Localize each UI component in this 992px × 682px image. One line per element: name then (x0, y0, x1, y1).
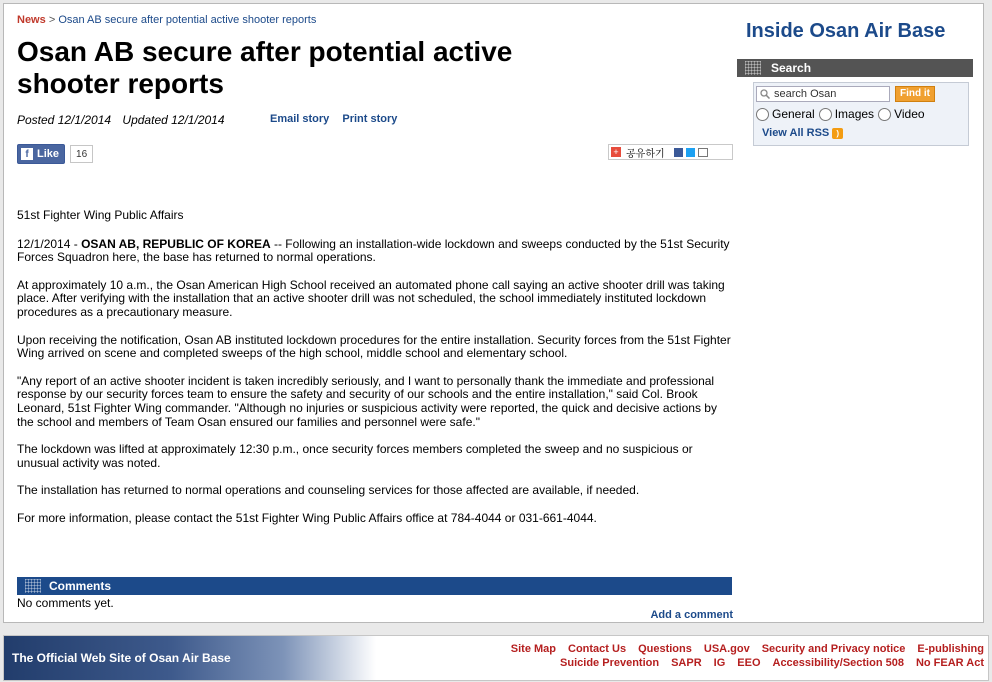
updated-date: Updated 12/1/2014 (122, 113, 225, 127)
breadcrumb-current[interactable]: Osan AB secure after potential active shooter reports (58, 14, 317, 26)
share-widget[interactable] (608, 144, 733, 160)
email-share-icon[interactable] (698, 148, 708, 157)
article-title: Osan AB secure after potential active shooter reports (17, 36, 513, 99)
radio-images[interactable] (819, 107, 874, 121)
footer-link[interactable]: Site Map (510, 643, 557, 655)
footer-links-row (499, 642, 984, 656)
article-paragraph: The installation has returned to normal operations and counseling services for those affected are available, if needed. (17, 483, 640, 498)
article-body (17, 209, 733, 540)
article-paragraph: "Any report of an active shooter incident is taken incredibly seriously, and I want to personally thank the immediate and professional response by our security forces team to ensure the safety and security of our schools and the entire installation," said Col. Brook Leonard, 51st Fighter Wing commander. "Although no injuries or suspicious activity were reported, the quick and decisive actions by the school and members of Team Osan ensured our families and personnel were safe." (17, 373, 717, 429)
facebook-icon: f (21, 148, 33, 160)
radio-circle[interactable] (819, 108, 832, 121)
radio-general[interactable] (756, 107, 815, 121)
article-paragraph: Upon receiving the notification, Osan AB instituted lockdown procedures for the entire installation. Security forces from the 51st Fighter Wing arrived on scene and completed sweeps of the high school, middle school and elementary school. (17, 332, 731, 361)
article-paragraph: The lockdown was lifted at approximately 12:30 p.m., once security forces members completed the sweep and no suspicious or unusual activity was noted. (17, 442, 693, 470)
breadcrumb-news-link[interactable]: News (17, 14, 46, 26)
article-dates (17, 113, 225, 127)
article-paragraph: For more information, please contact the 51st Fighter Wing Public Affairs office at 784-4044 or 031-661-4044. (17, 510, 597, 525)
radio-circle[interactable] (878, 108, 891, 121)
footer-link[interactable]: Suicide Prevention (560, 657, 660, 669)
footer-brand: The Official Web Site of Osan Air Base (4, 636, 376, 680)
footer-link[interactable]: EEO (737, 657, 761, 669)
share-plus-icon: + (611, 147, 621, 157)
search-box (753, 82, 969, 146)
article-paragraph: 51st Fighter Wing Public Affairs (17, 208, 184, 222)
story-actions (270, 113, 407, 125)
search-input-value: search Osan (774, 88, 837, 100)
grid-icon (745, 61, 761, 75)
email-story-link[interactable]: Email story (270, 113, 330, 125)
article-paragraph: 12/1/2014 - OSAN AB, REPUBLIC OF KOREA -- Following an installation-wide lockdown and sweeps conducted by the 51st Security Forces Squadron here, the base has returned to normal operations. (17, 236, 730, 265)
footer-link[interactable]: IG (713, 657, 726, 669)
footer-link[interactable]: SAPR (671, 657, 702, 669)
like-label: Like (37, 148, 60, 160)
add-comment-link[interactable]: Add a comment (650, 609, 733, 621)
footer-link[interactable]: Accessibility/Section 508 (772, 657, 904, 669)
view-all-rss-link[interactable] (762, 127, 843, 139)
search-input[interactable] (756, 86, 890, 102)
rss-label: View All RSS (762, 127, 830, 139)
footer-link[interactable]: USA.gov (703, 643, 750, 655)
search-icon (760, 89, 770, 99)
print-story-link[interactable]: Print story (342, 113, 398, 125)
comments-header-label: Comments (49, 579, 112, 593)
breadcrumb (17, 14, 316, 26)
rss-icon: ) (832, 128, 843, 139)
facebook-like-widget (17, 144, 93, 164)
posted-date: Posted 12/1/2014 (17, 113, 112, 127)
sidebar-title[interactable]: Inside Osan Air Base (746, 20, 946, 42)
footer-links-row (499, 656, 984, 670)
twitter-share-icon[interactable] (686, 148, 695, 157)
search-header (737, 59, 973, 77)
find-it-button[interactable]: Find it (895, 86, 935, 102)
footer-link[interactable]: Security and Privacy notice (761, 643, 906, 655)
article-paragraph: At approximately 10 a.m., the Osan American High School received an automated phone call saying an active shooter drill was taking place. After verifying with the installation that an active shooter drill was not scheduled, the school immediately instituted lockdown procedures as a precautionary measure. (17, 277, 725, 319)
comments-header (17, 577, 732, 595)
page-frame (3, 3, 984, 623)
footer-links (499, 642, 984, 670)
search-header-label: Search (771, 61, 812, 75)
no-comments-text: No comments yet. (17, 596, 114, 610)
footer-link[interactable]: Contact Us (568, 643, 627, 655)
search-scope (756, 107, 929, 121)
breadcrumb-separator: > (48, 14, 56, 26)
radio-circle[interactable] (756, 108, 769, 121)
radio-general-label: General (772, 107, 815, 121)
share-label: 공유하기 (626, 148, 665, 160)
footer (3, 635, 989, 681)
radio-video-label: Video (894, 107, 925, 121)
like-count: 16 (70, 145, 93, 163)
footer-link[interactable]: No FEAR Act (915, 657, 984, 669)
radio-images-label: Images (834, 107, 875, 121)
footer-link[interactable]: E-publishing (917, 643, 984, 655)
facebook-share-icon[interactable] (674, 148, 683, 157)
facebook-like-button[interactable] (17, 144, 65, 164)
footer-link[interactable]: Questions (638, 643, 692, 655)
grid-icon (25, 579, 41, 593)
radio-video[interactable] (878, 107, 924, 121)
